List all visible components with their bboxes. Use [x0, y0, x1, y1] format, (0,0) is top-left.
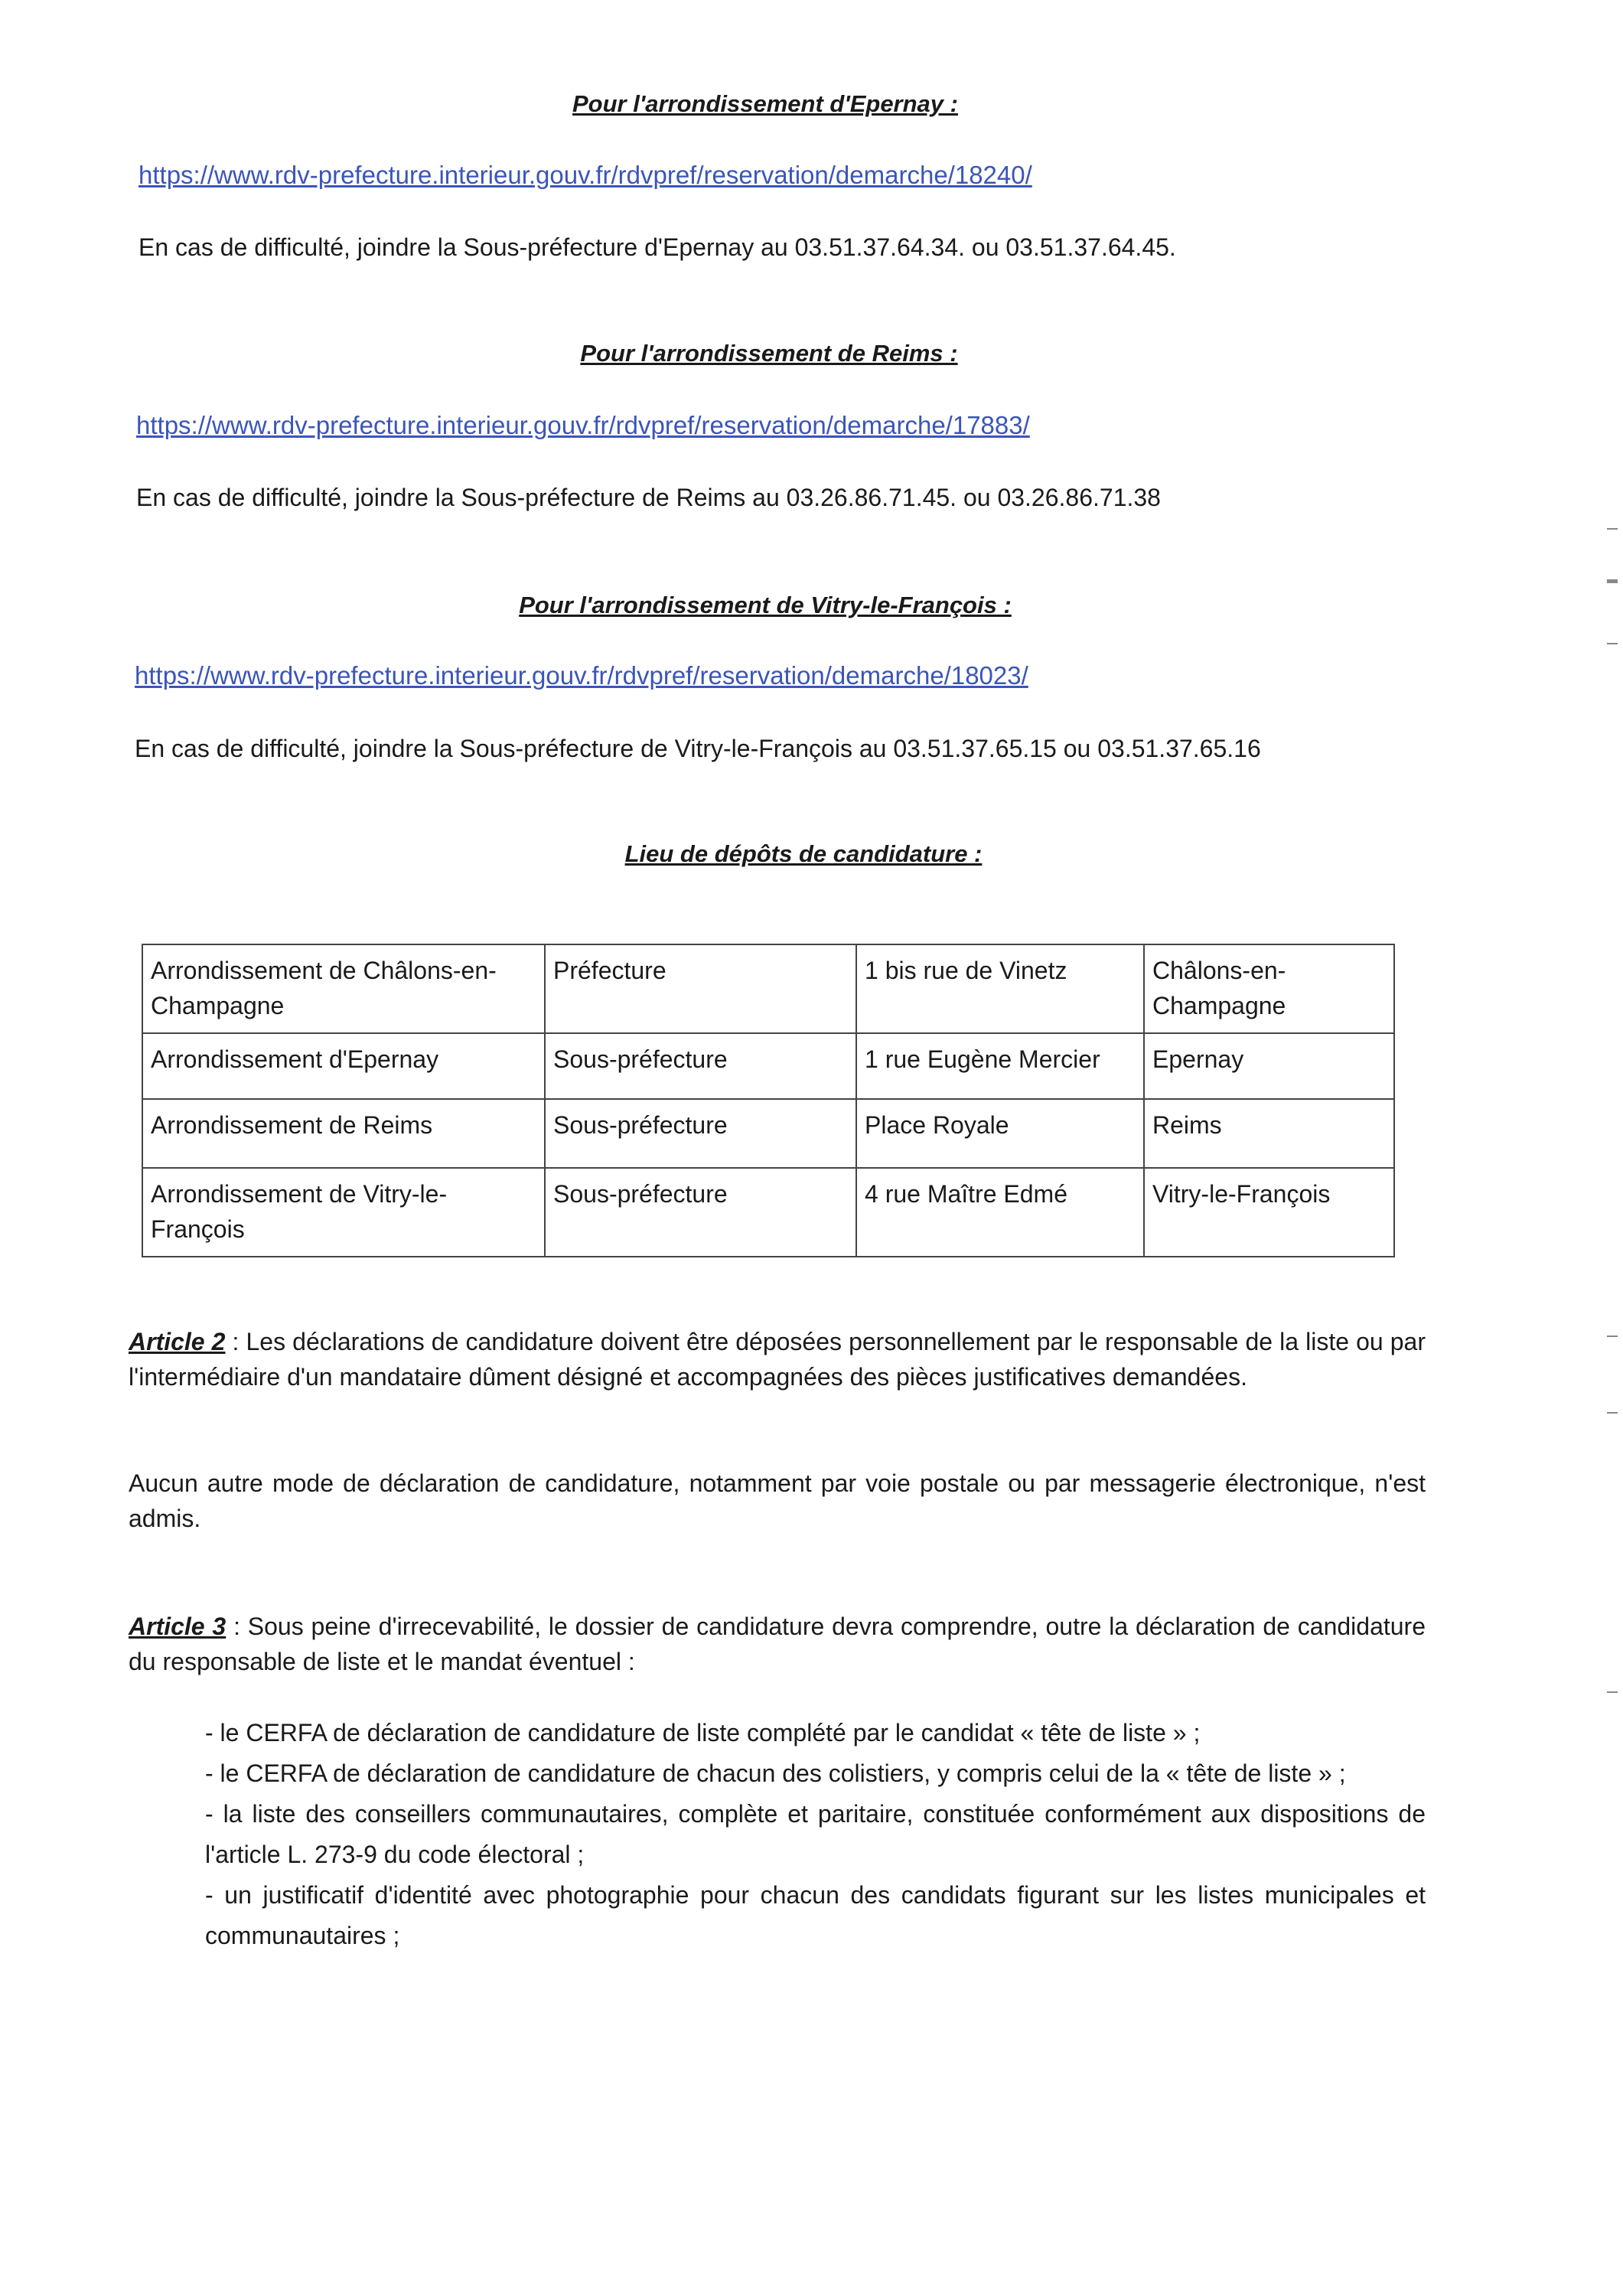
scan-margin-mark [1607, 1336, 1618, 1337]
table-cell: Epernay [1144, 1033, 1394, 1099]
table-cell: Sous-préfecture [545, 1033, 856, 1099]
depots-heading: Lieu de dépôts de candidature : [624, 840, 983, 867]
table-row [142, 1168, 1394, 1257]
contact-reims: En cas de difficulté, joindre la Sous-préfecture de Reims au 03.26.86.71.45. ou 03.26.86.71.38 [136, 484, 1161, 511]
link-vitry[interactable]: https://www.rdv-prefecture.interieur.gouv.fr/rdvpref/reservation/demarche/18023/ [135, 661, 1028, 690]
article-3-text: : Sous peine d'irrecevabilité, le dossier de candidature devra comprendre, outre la déclaration de candidature du responsable de liste et le mandat éventuel : [129, 1613, 1426, 1675]
table-cell: 1 bis rue de Vinetz [856, 944, 1144, 1033]
table-cell: Arrondissement d'Epernay [142, 1033, 545, 1099]
link-epernay[interactable]: https://www.rdv-prefecture.interieur.gouv.fr/rdvpref/reservation/demarche/18240/ [139, 161, 1032, 189]
scan-margin-mark [1607, 579, 1618, 583]
table-row [142, 944, 1394, 1033]
section-heading-reims: Pour l'arrondissement de Reims : [580, 340, 958, 367]
article-3-label: Article 3 [129, 1613, 227, 1640]
table-row [142, 1099, 1394, 1168]
section-heading-vitry: Pour l'arrondissement de Vitry-le-François : [519, 592, 1012, 618]
table-cell: 4 rue Maître Edmé [856, 1168, 1144, 1257]
table-cell: 1 rue Eugène Mercier [856, 1033, 1144, 1099]
contact-vitry: En cas de difficulté, joindre la Sous-préfecture de Vitry-le-François au 03.51.37.65.15 ou 03.51.37.65.16 [135, 735, 1261, 762]
table-cell: Châlons-en-Champagne [1144, 944, 1394, 1033]
table-cell: Place Royale [856, 1099, 1144, 1168]
link-reims[interactable]: https://www.rdv-prefecture.interieur.gouv.fr/rdvpref/reservation/demarche/17883/ [136, 411, 1030, 439]
table-cell: Vitry-le-François [1144, 1168, 1394, 1257]
article-2 [129, 1324, 1426, 1394]
scan-margin-mark [1607, 643, 1618, 644]
article-3 [129, 1609, 1426, 1679]
table-cell: Sous-préfecture [545, 1168, 856, 1257]
table-cell: Arrondissement de Châlons-en-Champagne [142, 944, 545, 1033]
section-heading-epernay: Pour l'arrondissement d'Epernay : [572, 90, 958, 117]
list-item: - la liste des conseillers communautaires, complète et paritaire, constituée conformément aux dispositions de l'article L. 273-9 du code électoral ; [205, 1800, 1426, 1868]
table-cell: Arrondissement de Vitry-le-François [142, 1168, 545, 1257]
article-3-list [205, 1713, 1426, 1956]
table-cell: Reims [1144, 1099, 1394, 1168]
article-2-text: : Les déclarations de candidature doivent être déposées personnellement par le responsable de la liste ou par l'intermédiaire d'un mandataire dûment désigné et accompagnées des pièces justificatives demandées. [129, 1328, 1426, 1391]
list-item: - un justificatif d'identité avec photographie pour chacun des candidats figurant sur les listes municipales et communautaires ; [205, 1881, 1426, 1949]
depots-table [142, 944, 1395, 1257]
table-cell: Arrondissement de Reims [142, 1099, 545, 1168]
scan-margin-mark [1607, 1412, 1618, 1414]
scan-margin-mark [1607, 1691, 1618, 1693]
article-2-label: Article 2 [129, 1328, 226, 1355]
list-item: - le CERFA de déclaration de candidature de liste complété par le candidat « tête de liste » ; [205, 1719, 1201, 1746]
table-cell: Préfecture [545, 944, 856, 1033]
scan-margin-mark [1607, 528, 1618, 530]
table-row [142, 1033, 1394, 1099]
contact-epernay: En cas de difficulté, joindre la Sous-préfecture d'Epernay au 03.51.37.64.34. ou 03.51.37.64.45. [139, 233, 1176, 261]
list-item: - le CERFA de déclaration de candidature de chacun des colistiers, y compris celui de la « tête de liste » ; [205, 1760, 1346, 1787]
article-2-paragraph-2: Aucun autre mode de déclaration de candidature, notamment par voie postale ou par messagerie électronique, n'est admis. [129, 1469, 1426, 1532]
table-cell: Sous-préfecture [545, 1099, 856, 1168]
